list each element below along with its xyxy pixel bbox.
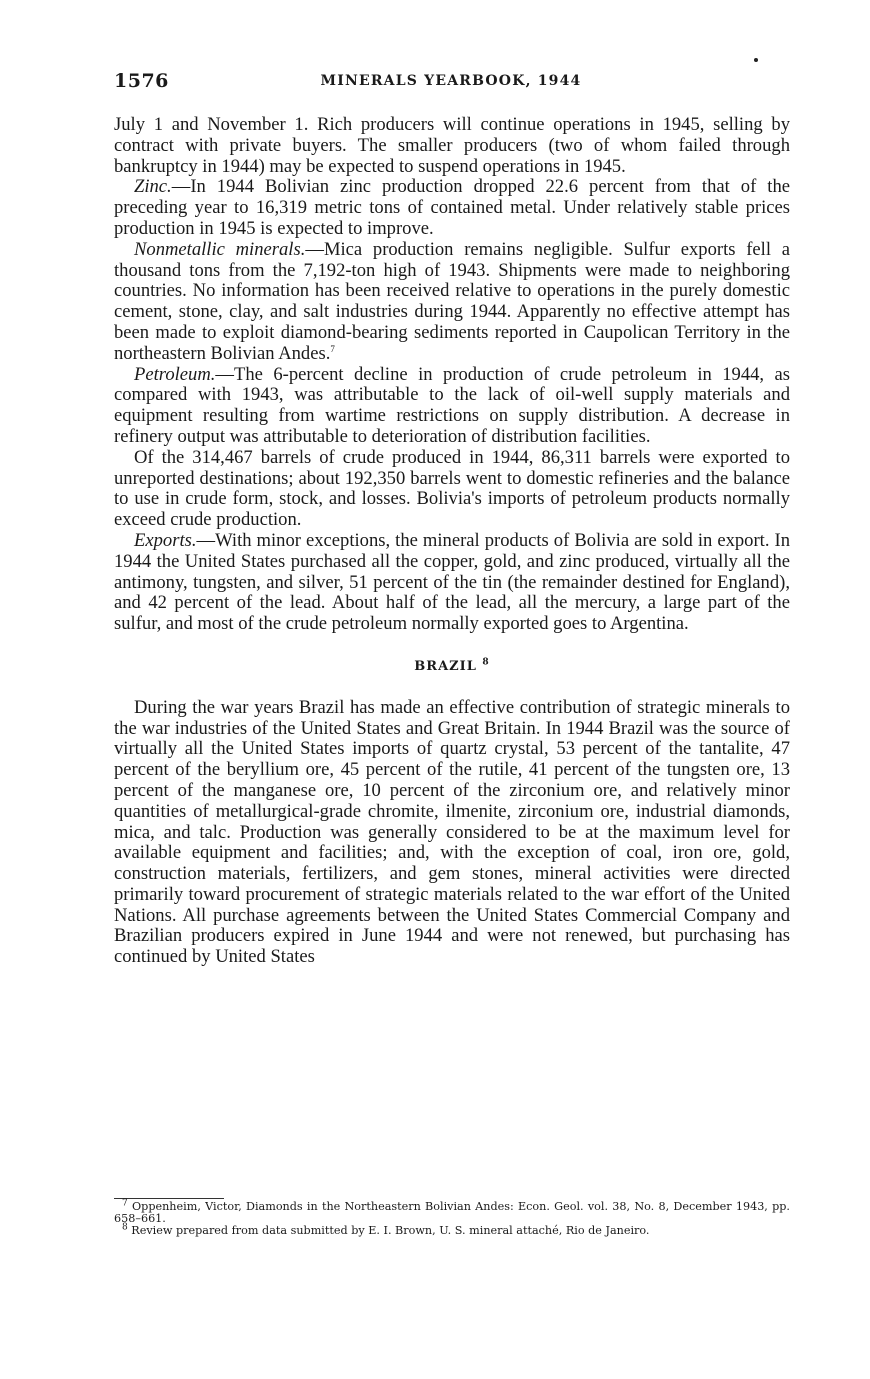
- paragraph-crude: Of the 314,467 barrels of crude produced in 1944, 86,311 barrels were exported to unreported destinations; about 192,350 barrels went to domestic refineries and the balance to use in crude form, stock, and losses. Bolivia's imports of petroleum products normally exceed crude production.: [114, 446, 790, 531]
- subheading-exports: Exports.: [134, 529, 197, 551]
- running-title: MINERALS YEARBOOK, 1944: [320, 73, 582, 89]
- paragraph-nonmetallic: Nonmetallic minerals.—Mica production remains negligible. Sulfur exports fell a thousand tons from the 7,192-ton high of 1943. Shipments were made to neighboring countries. No information has been received relative to operations in the purely domestic cement, stone, clay, and salt industries during 1944. Apparently no effective attempt has been made to exploit diamond-bearing sediments reported in Caupolican Territory in the northeastern Bolivian Andes.$^7$: [114, 238, 790, 364]
- footnote-ref-8: 8: [482, 657, 490, 668]
- footnote-rule: [114, 1198, 224, 1199]
- subheading-nonmetallic: Nonmetallic minerals.: [134, 238, 306, 260]
- section-heading-brazil: BRAZIL $^8$: [414, 657, 490, 674]
- subheading-petroleum: Petroleum.: [134, 363, 216, 385]
- footnote-8: $^8$ Review prepared from data submitted by E. I. Brown, U. S. mineral attaché, Rio de Janeiro.: [122, 1222, 650, 1238]
- paragraph-continuation: July 1 and November 1. Rich producers will continue operations in 1945, selling by contract with private buyers. The smaller producers (two of whom failed through bankruptcy in 1944) may be expected to suspend operations in 1945.: [114, 114, 790, 177]
- page-header: [114, 70, 788, 96]
- page-number: 1576: [114, 70, 169, 92]
- paragraph-zinc: Zinc.—In 1944 Bolivian zinc production dropped 22.6 percent from that of the preceding year to 16,319 metric tons of contained metal. Under relatively stable prices production in 1945 is expected to improve.: [114, 176, 790, 239]
- paragraph-petroleum: Petroleum.—The 6-percent decline in production of crude petroleum in 1944, as compared with 1943, was attributable to the lack of oil-well supply materials and equipment resulting from wartime restrictions on supply distribution. A decrease in refinery output was attributable to deterioration of distribution facilities.: [114, 363, 790, 447]
- subheading-zinc: Zinc.: [134, 176, 172, 198]
- body-text: [114, 115, 790, 968]
- footnote-7: $^7$ Oppenheim, Victor, Diamonds in the Northeastern Bolivian Andes: Econ. Geol. vol. 38, No. 8, December 1943, pp. 658–661.: [114, 1198, 790, 1226]
- paragraph-brazil: During the war years Brazil has made an effective contribution of strategic minerals to the war industries of the United States and Great Britain. In 1944 Brazil was the source of virtually all the United States imports of quartz crystal, 53 percent of the tantalite, 47 percent of the beryllium ore, 45 percent of the rutile, 41 percent of the tungsten ore, 13 percent of the manganese ore, 10 percent of the zirconium ore, and relatively minor quantities of metallurgical-grade chromite, ilmenite, zirconium ore, industrial diamonds, mica, and talc. Production was generally considered to be at the maximum level for available equipment and facilities; and, with the exception of coal, iron ore, gold, construction materials, fertilizers, and gem stones, mineral activities were directed primarily toward procurement of strategic materials related to the war effort of the United Nations. All purchase agreements between the United States Commercial Company and Brazilian producers expired in June 1944 and were not renewed, but purchasing has continued by United States: [114, 696, 790, 968]
- print-speck: [754, 58, 758, 62]
- footnotes: [114, 1198, 790, 1238]
- paragraph-exports: Exports.—With minor exceptions, the mineral products of Bolivia are sold in export. In 1944 the United States purchased all the copper, gold, and zinc produced, virtually all the antimony, tungsten, and silver, 51 percent of the tin (the remainder destined for England), and 42 percent of the lead. About half of the lead, all the mercury, a large part of the sulfur, and most of the crude petroleum normally exported goes to Argentina.: [114, 529, 790, 635]
- footnote-ref-7: 7: [330, 343, 335, 354]
